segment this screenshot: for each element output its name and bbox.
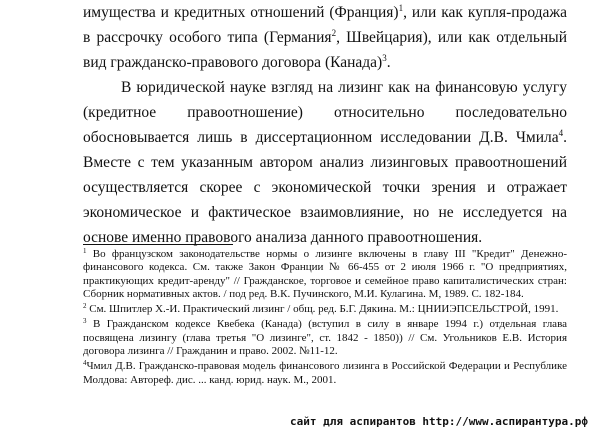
paragraph-1 bbox=[83, 0, 567, 75]
footnote-mark: 3 bbox=[83, 317, 87, 326]
footnote-text: См. Шпитлер Х.-И. Практический лизинг / общ. ред. Б.Г. Дякина. М.: ЦНИИЭПСЕЛЬСТРОЙ, 1991. bbox=[86, 303, 559, 316]
footnote-ref-4[interactable]: 4 bbox=[558, 128, 564, 138]
footnotes bbox=[83, 248, 567, 389]
paragraph-2 bbox=[83, 75, 567, 250]
text-run: , или как купля-продажа в рассрочку особого типа (Германия bbox=[83, 4, 567, 46]
text-run: , Швейцария), или как отдельный вид гражданско-правового договора (Канада) bbox=[83, 29, 567, 71]
footnote-text: Во французском законодательстве нормы о лизинге включены в главу III "Кредит" Денежно-финансового кодекса. См. также Закон Франции № 66-455 от 2 июля 1966 г. "О предприятиях, практикующих кредит-аренду" // Гражданское, торговое и семейное право капиталистических стран: Сборник нормативных актов. / под ред. В.К. Пучинского, М.И. Кулагина. М, 1989. С. 182-184. bbox=[83, 248, 567, 300]
text-run: . Вместе с тем указанным автором анализ лизинговых правоотношений осуществляется скорее с экономической точки зрения и отражает экономическое и фактическое взаимовлияние, но не исследуется на основе именно правового анализа данного правоотношения. bbox=[83, 129, 567, 246]
footnote-text: Чмил Д.В. Гражданско-правовая модель финансового лизинга в Российской Федерации и Республике Молдова: Автореф. дис. ... канд. юрид. наук. М., 2001. bbox=[83, 360, 567, 386]
footnote-mark: 2 bbox=[83, 302, 87, 311]
footnote-2 bbox=[83, 303, 567, 316]
footnote-text: В Гражданском кодексе Квебека (Канада) (вступил в силу в январе 1994 г.) отдельная глава посвящена лизингу (глава третья "О лизинге", ст. 1842 - 1850)) // См. Угольников Е.В. История договора лизинга // Гражданин и право. 2002. №11-12. bbox=[83, 318, 567, 358]
main-text bbox=[83, 0, 567, 250]
text-run: . bbox=[386, 54, 391, 71]
text-run: имущества и кредитных отношений (Франция) bbox=[83, 4, 399, 21]
footnote-ref-2[interactable]: 2 bbox=[331, 28, 337, 38]
footnote-mark: 4 bbox=[83, 359, 87, 368]
footnote-3 bbox=[83, 318, 567, 358]
text-run: В юридической науке взгляд на лизинг как на финансовую услугу (кредитное правоотношение) относительно последовательно обосновывается лишь в диссертационном исследовании Д.В. Чмила bbox=[83, 79, 567, 146]
footnote-ref-1[interactable]: 1 bbox=[398, 3, 404, 13]
footnote-4 bbox=[83, 360, 567, 387]
footnote-separator bbox=[83, 244, 233, 245]
footnote-ref-3[interactable]: 3 bbox=[382, 53, 387, 63]
footnote-mark: 1 bbox=[83, 247, 87, 255]
footnote-1 bbox=[83, 248, 567, 301]
site-watermark[interactable]: сайт для аспирантов http://www.аспирантура.рф bbox=[289, 415, 588, 428]
